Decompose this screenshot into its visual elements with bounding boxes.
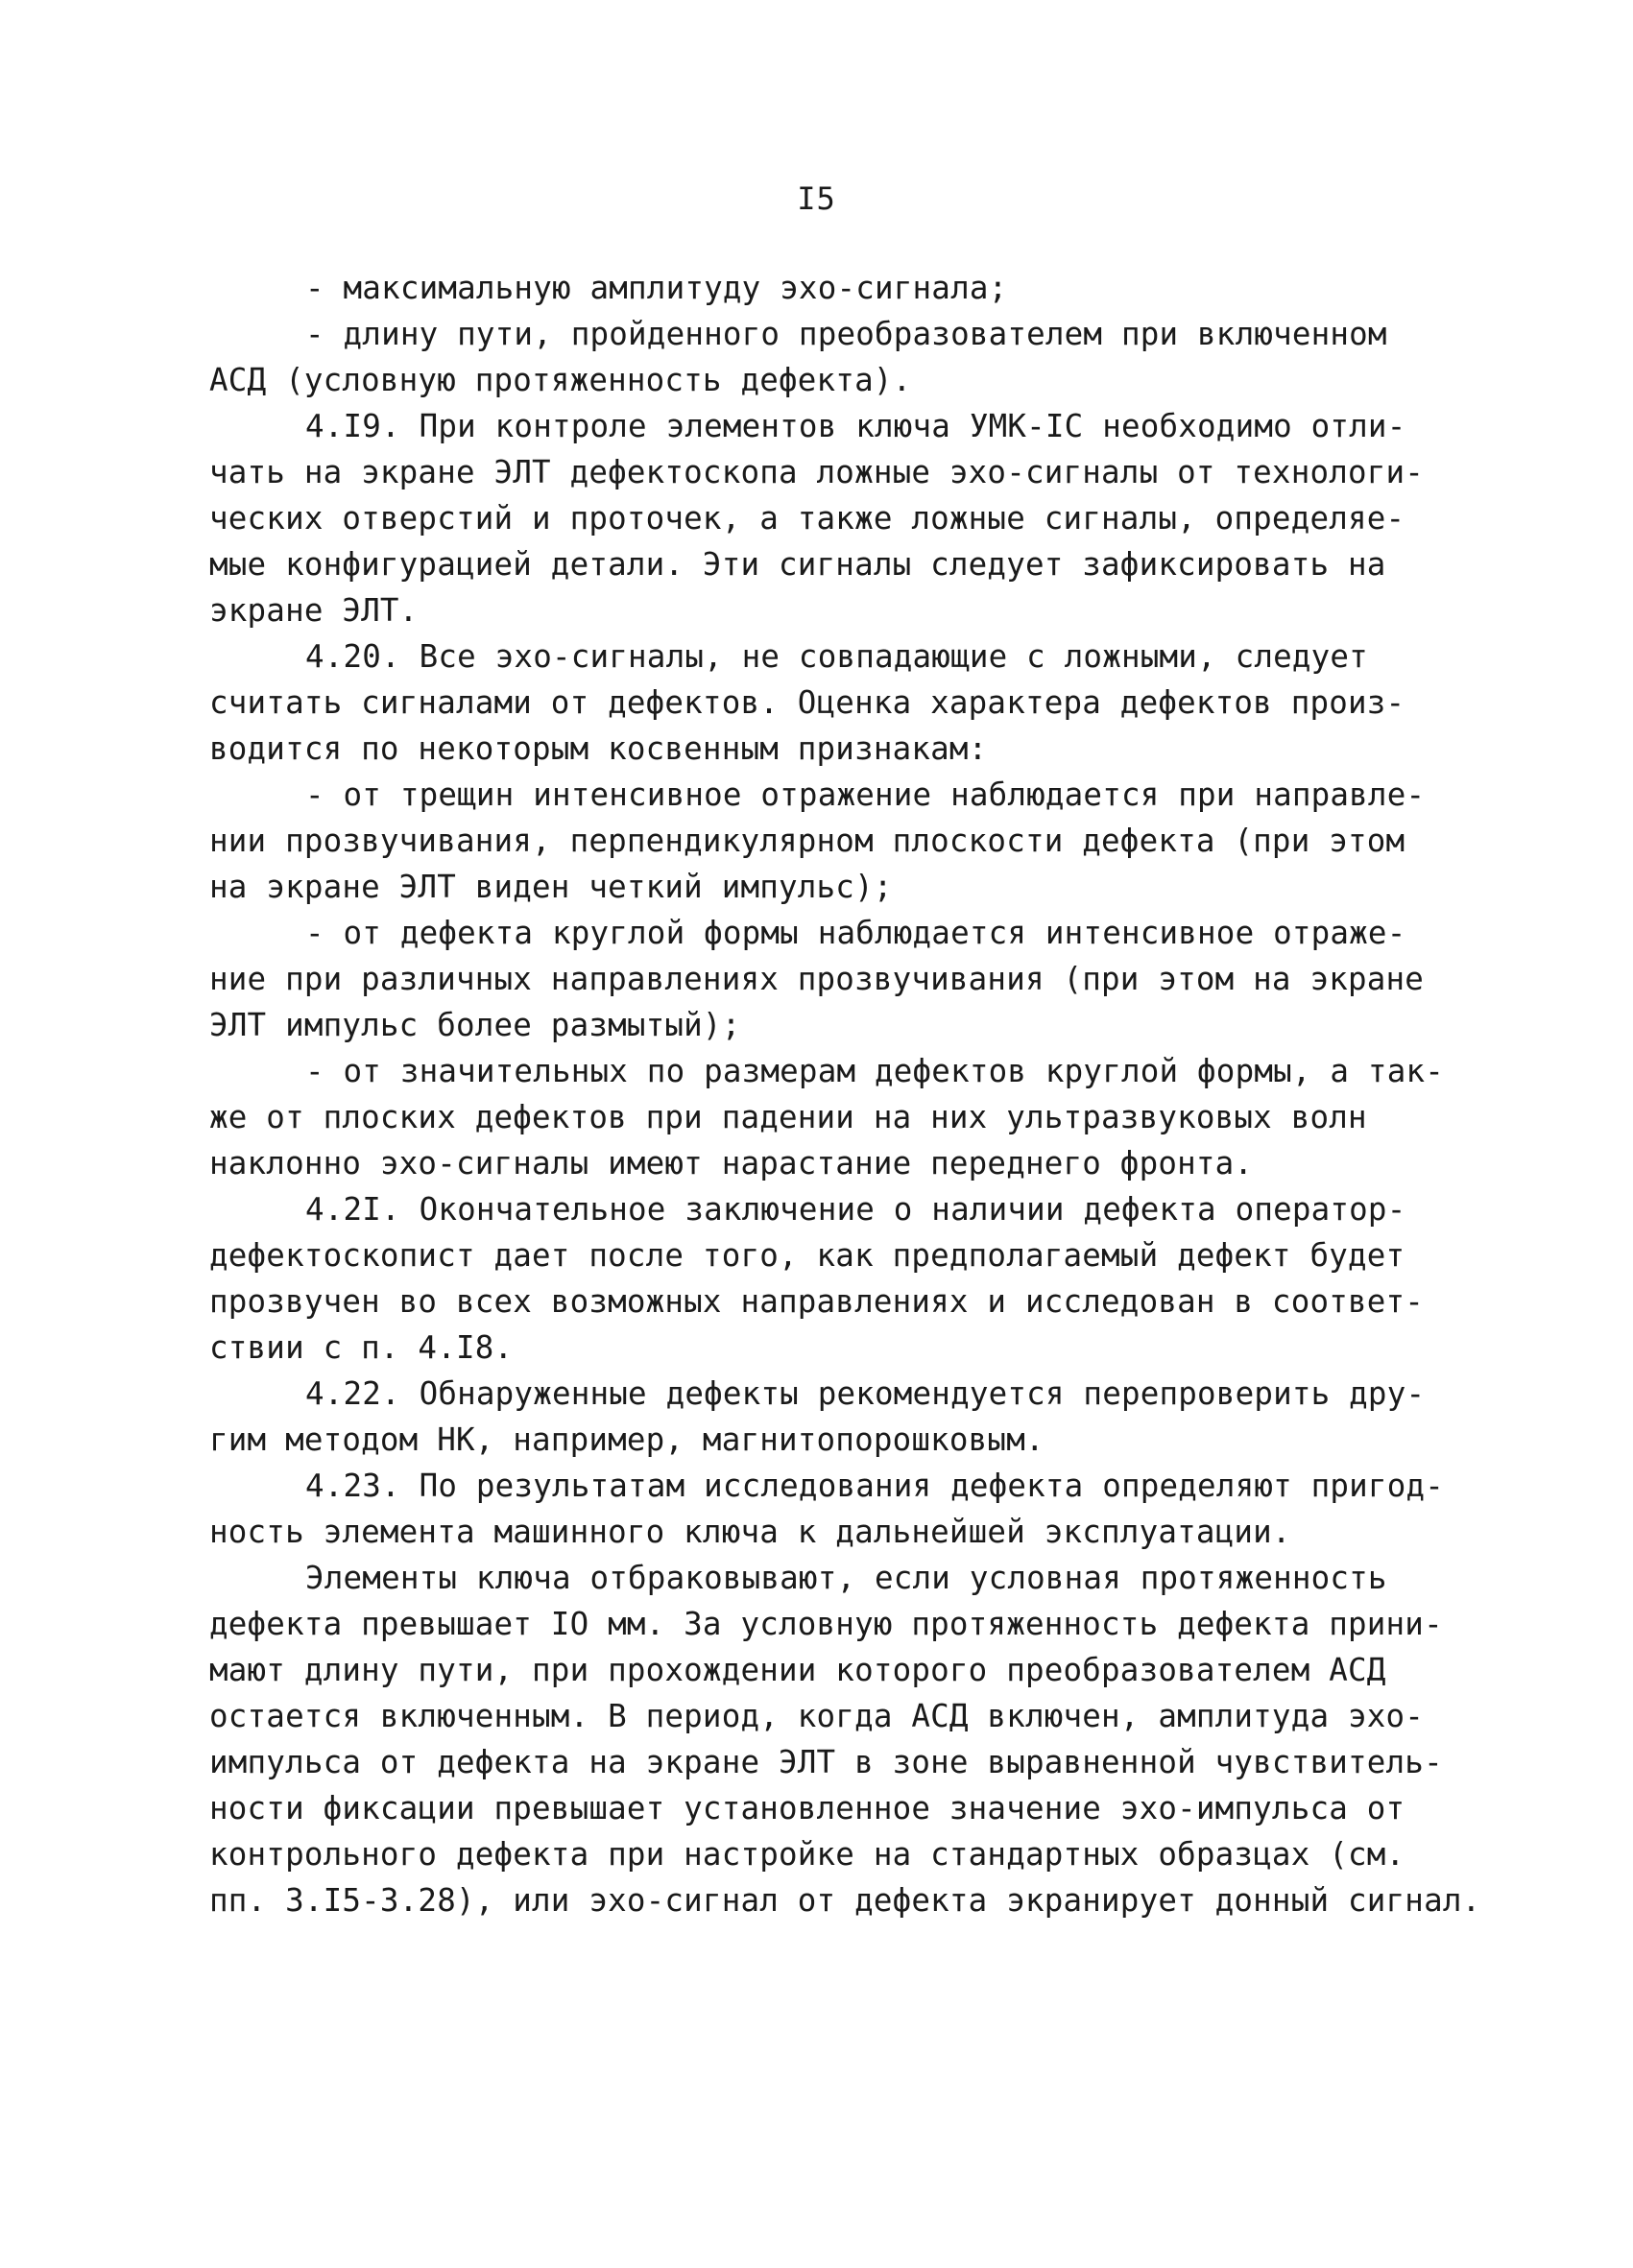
text-line: - от трещин интенсивное отражение наблюдается при направле- bbox=[305, 776, 1426, 813]
text-line: экране ЭЛТ. bbox=[209, 592, 419, 629]
text-line: ческих отверстий и проточек, а также ложные сигналы, определяе- bbox=[209, 500, 1405, 537]
text-line: импульса от дефекта на экране ЭЛТ в зоне выравненной чувствитель- bbox=[209, 1744, 1443, 1780]
text-line: 4.23. По результатам исследования дефекта определяют пригод- bbox=[305, 1468, 1444, 1504]
text-line: водится по некоторым косвенным признакам: bbox=[209, 730, 988, 767]
text-line: 4.22. Обнаруженные дефекты рекомендуется перепроверить дру- bbox=[305, 1375, 1426, 1412]
text-line: остается включенным. В период, когда АСД включен, амплитуда эхо- bbox=[209, 1698, 1425, 1734]
text-line: гим методом НК, например, магнитопорошковым. bbox=[209, 1421, 1045, 1458]
text-line: чать на экране ЭЛТ дефектоскопа ложные эхо-сигналы от технологи- bbox=[209, 454, 1425, 490]
text-line: ствии с п. 4.I8. bbox=[209, 1329, 514, 1366]
page-number: I5 bbox=[797, 180, 836, 217]
text-line: - максимальную амплитуду эхо-сигнала; bbox=[305, 270, 1008, 306]
text-line: ние при различных направлениях прозвучивания (при этом на экране bbox=[209, 961, 1425, 997]
text-line: мые конфигурацией детали. Эти сигналы следует зафиксировать на bbox=[209, 546, 1386, 583]
text-line: 4.2I. Окончательное заключение о наличии дефекта оператор- bbox=[305, 1191, 1406, 1228]
text-line: нии прозвучивания, перпендикулярном плоскости дефекта (при этом bbox=[209, 823, 1405, 859]
text-line: 4.I9. При контроле элементов ключа УМК-IС необходимо отли- bbox=[305, 408, 1406, 444]
text-line: наклонно эхо-сигналы имеют нарастание переднего фронта. bbox=[209, 1145, 1254, 1182]
text-line: считать сигналами от дефектов. Оценка характера дефектов произ- bbox=[209, 684, 1405, 721]
text-line: - от дефекта круглой формы наблюдается интенсивное отраже- bbox=[305, 915, 1406, 951]
text-line: - длину пути, пройденного преобразователем при включенном bbox=[305, 316, 1387, 352]
text-line: контрольного дефекта при настройке на стандартных образцах (см. bbox=[209, 1836, 1405, 1873]
text-line: ности фиксации превышает установленное значение эхо-импульса от bbox=[209, 1790, 1405, 1826]
text-line: 4.20. Все эхо-сигналы, не совпадающие с ложными, следует bbox=[305, 638, 1368, 675]
text-line: дефектоскопист дает после того, как предполагаемый дефект будет bbox=[209, 1237, 1405, 1274]
text-line: прозвучен во всех возможных направлениях и исследован в соответ- bbox=[209, 1283, 1425, 1320]
text-line: мают длину пути, при прохождении которого преобразователем АСД bbox=[209, 1652, 1386, 1688]
text-line: ность элемента машинного ключа к дальнейшей эксплуатации. bbox=[209, 1514, 1291, 1550]
text-line: дефекта превышает IO мм. За условную протяженность дефекта прини- bbox=[209, 1606, 1443, 1642]
text-line: пп. 3.I5-3.28), или эхо-сигнал от дефекта экранирует донный сигнал. bbox=[209, 1882, 1481, 1919]
text-line: ЭЛТ импульс более размытый); bbox=[209, 1007, 741, 1043]
text-line: же от плоских дефектов при падении на них ультразвуковых волн bbox=[209, 1099, 1367, 1135]
text-line: Элементы ключа отбраковывают, если условная протяженность bbox=[305, 1560, 1387, 1596]
text-line: на экране ЭЛТ виден четкий импульс); bbox=[209, 869, 893, 905]
text-line: АСД (условную протяженность дефекта). bbox=[209, 362, 912, 398]
text-line: - от значительных по размерам дефектов круглой формы, а так- bbox=[305, 1053, 1444, 1089]
